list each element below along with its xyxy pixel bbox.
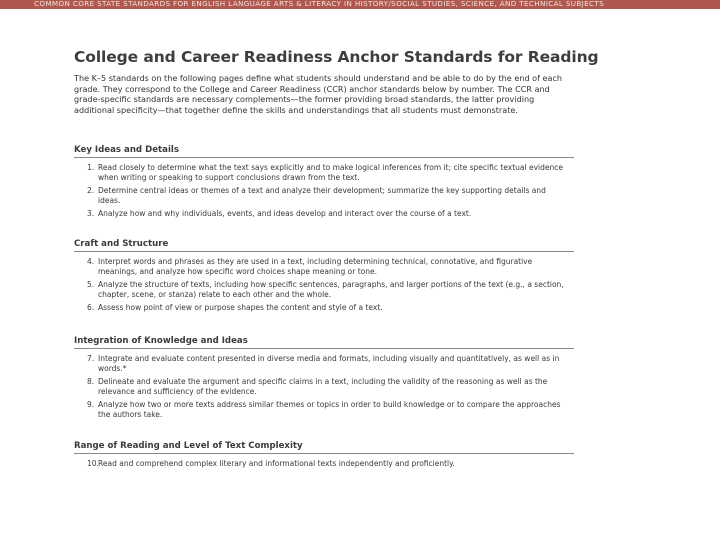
intro-paragraph: The K–5 standards on the following pages define what students should understand and be able to do by the end of each grade. They correspond to the College and Career Readiness (CCR) anchor standards below by number. The CCR and grade-specific standards are necessary complements—the former providing broad standards, the latter providing additional specificity—that together define the skills and understandings that all students must demonstrate. <box>74 73 563 115</box>
standard-text: Analyze the structure of texts, including how specific sentences, paragraphs, and larger portions of the text (e.g., a section, chapter, scene, or stanza) relate to each other and the whole. <box>98 280 564 299</box>
standards-list <box>74 354 574 420</box>
standard-number: 1. <box>87 163 95 172</box>
section-divider <box>74 348 574 349</box>
standard-item <box>74 257 574 276</box>
standard-number: 8. <box>87 377 95 387</box>
standard-item <box>74 303 574 313</box>
section-divider <box>74 157 574 158</box>
standard-item <box>74 377 574 396</box>
standard-item <box>74 209 574 219</box>
section-heading: Integration of Knowledge and Ideas <box>74 336 248 346</box>
standard-text: Analyze how and why individuals, events, and ideas develop and interact over the course of a text. <box>98 209 472 219</box>
standard-item <box>74 354 574 373</box>
standard-text: Read closely to determine what the text says explicitly and to make logical inferences from it; cite specific textual evidence when writing or speaking to support conclusions drawn from the text. <box>98 163 563 182</box>
standard-item <box>74 459 574 469</box>
standard-text: Assess how point of view or purpose shapes the content and style of a text. <box>98 303 383 313</box>
standard-number: 6. <box>87 303 95 313</box>
banner-text: COMMON CORE STATE STANDARDS FOR ENGLISH LANGUAGE ARTS & LITERACY IN HISTORY/SOCIAL STUDIES, SCIENCE, AND TECHNICAL SUBJECTS <box>34 0 605 8</box>
standard-text: Delineate and evaluate the argument and specific claims in a text, including the validity of the reasoning as well as the relevance and sufficiency of the evidence. <box>98 377 548 396</box>
standard-text: Integrate and evaluate content presented in diverse media and formats, including visually and quantitatively, as well as in words.* <box>98 354 560 373</box>
section-divider <box>74 251 574 252</box>
top-banner <box>0 0 720 9</box>
standard-number: 2. <box>87 186 95 196</box>
standard-item <box>74 163 574 182</box>
section-heading: Key Ideas and Details <box>74 145 179 155</box>
standard-number: 10. <box>87 459 99 468</box>
document-page <box>74 48 599 115</box>
section-heading: Range of Reading and Level of Text Complexity <box>74 441 303 451</box>
standards-list <box>74 257 574 313</box>
section-divider <box>74 453 574 454</box>
standard-item <box>74 186 574 205</box>
standard-text: Read and comprehend complex literary and informational texts independently and proficiently. <box>98 459 455 468</box>
page-title: College and Career Readiness Anchor Standards for Reading <box>74 48 599 66</box>
section-key-ideas <box>74 145 574 223</box>
standard-text: Determine central ideas or themes of a text and analyze their development; summarize the key supporting details and ideas. <box>98 186 546 205</box>
standards-list <box>74 459 574 469</box>
section-heading: Craft and Structure <box>74 239 169 249</box>
standard-item <box>74 280 574 299</box>
section-integration <box>74 336 574 424</box>
standard-item <box>74 400 574 419</box>
standard-number: 3. <box>87 209 95 219</box>
section-range-complexity <box>74 441 574 473</box>
standard-text: Analyze how two or more texts address similar themes or topics in order to build knowledge or to compare the approaches the authors take. <box>98 400 561 419</box>
section-craft-structure <box>74 239 574 317</box>
standard-number: 4. <box>87 257 95 266</box>
standard-number: 9. <box>87 400 95 410</box>
standard-text: Interpret words and phrases as they are used in a text, including determining technical, connotative, and figurative meanings, and analyze how specific word choices shape meaning or tone. <box>98 257 533 276</box>
standard-number: 7. <box>87 354 95 363</box>
standards-list <box>74 163 574 219</box>
standard-number: 5. <box>87 280 95 290</box>
